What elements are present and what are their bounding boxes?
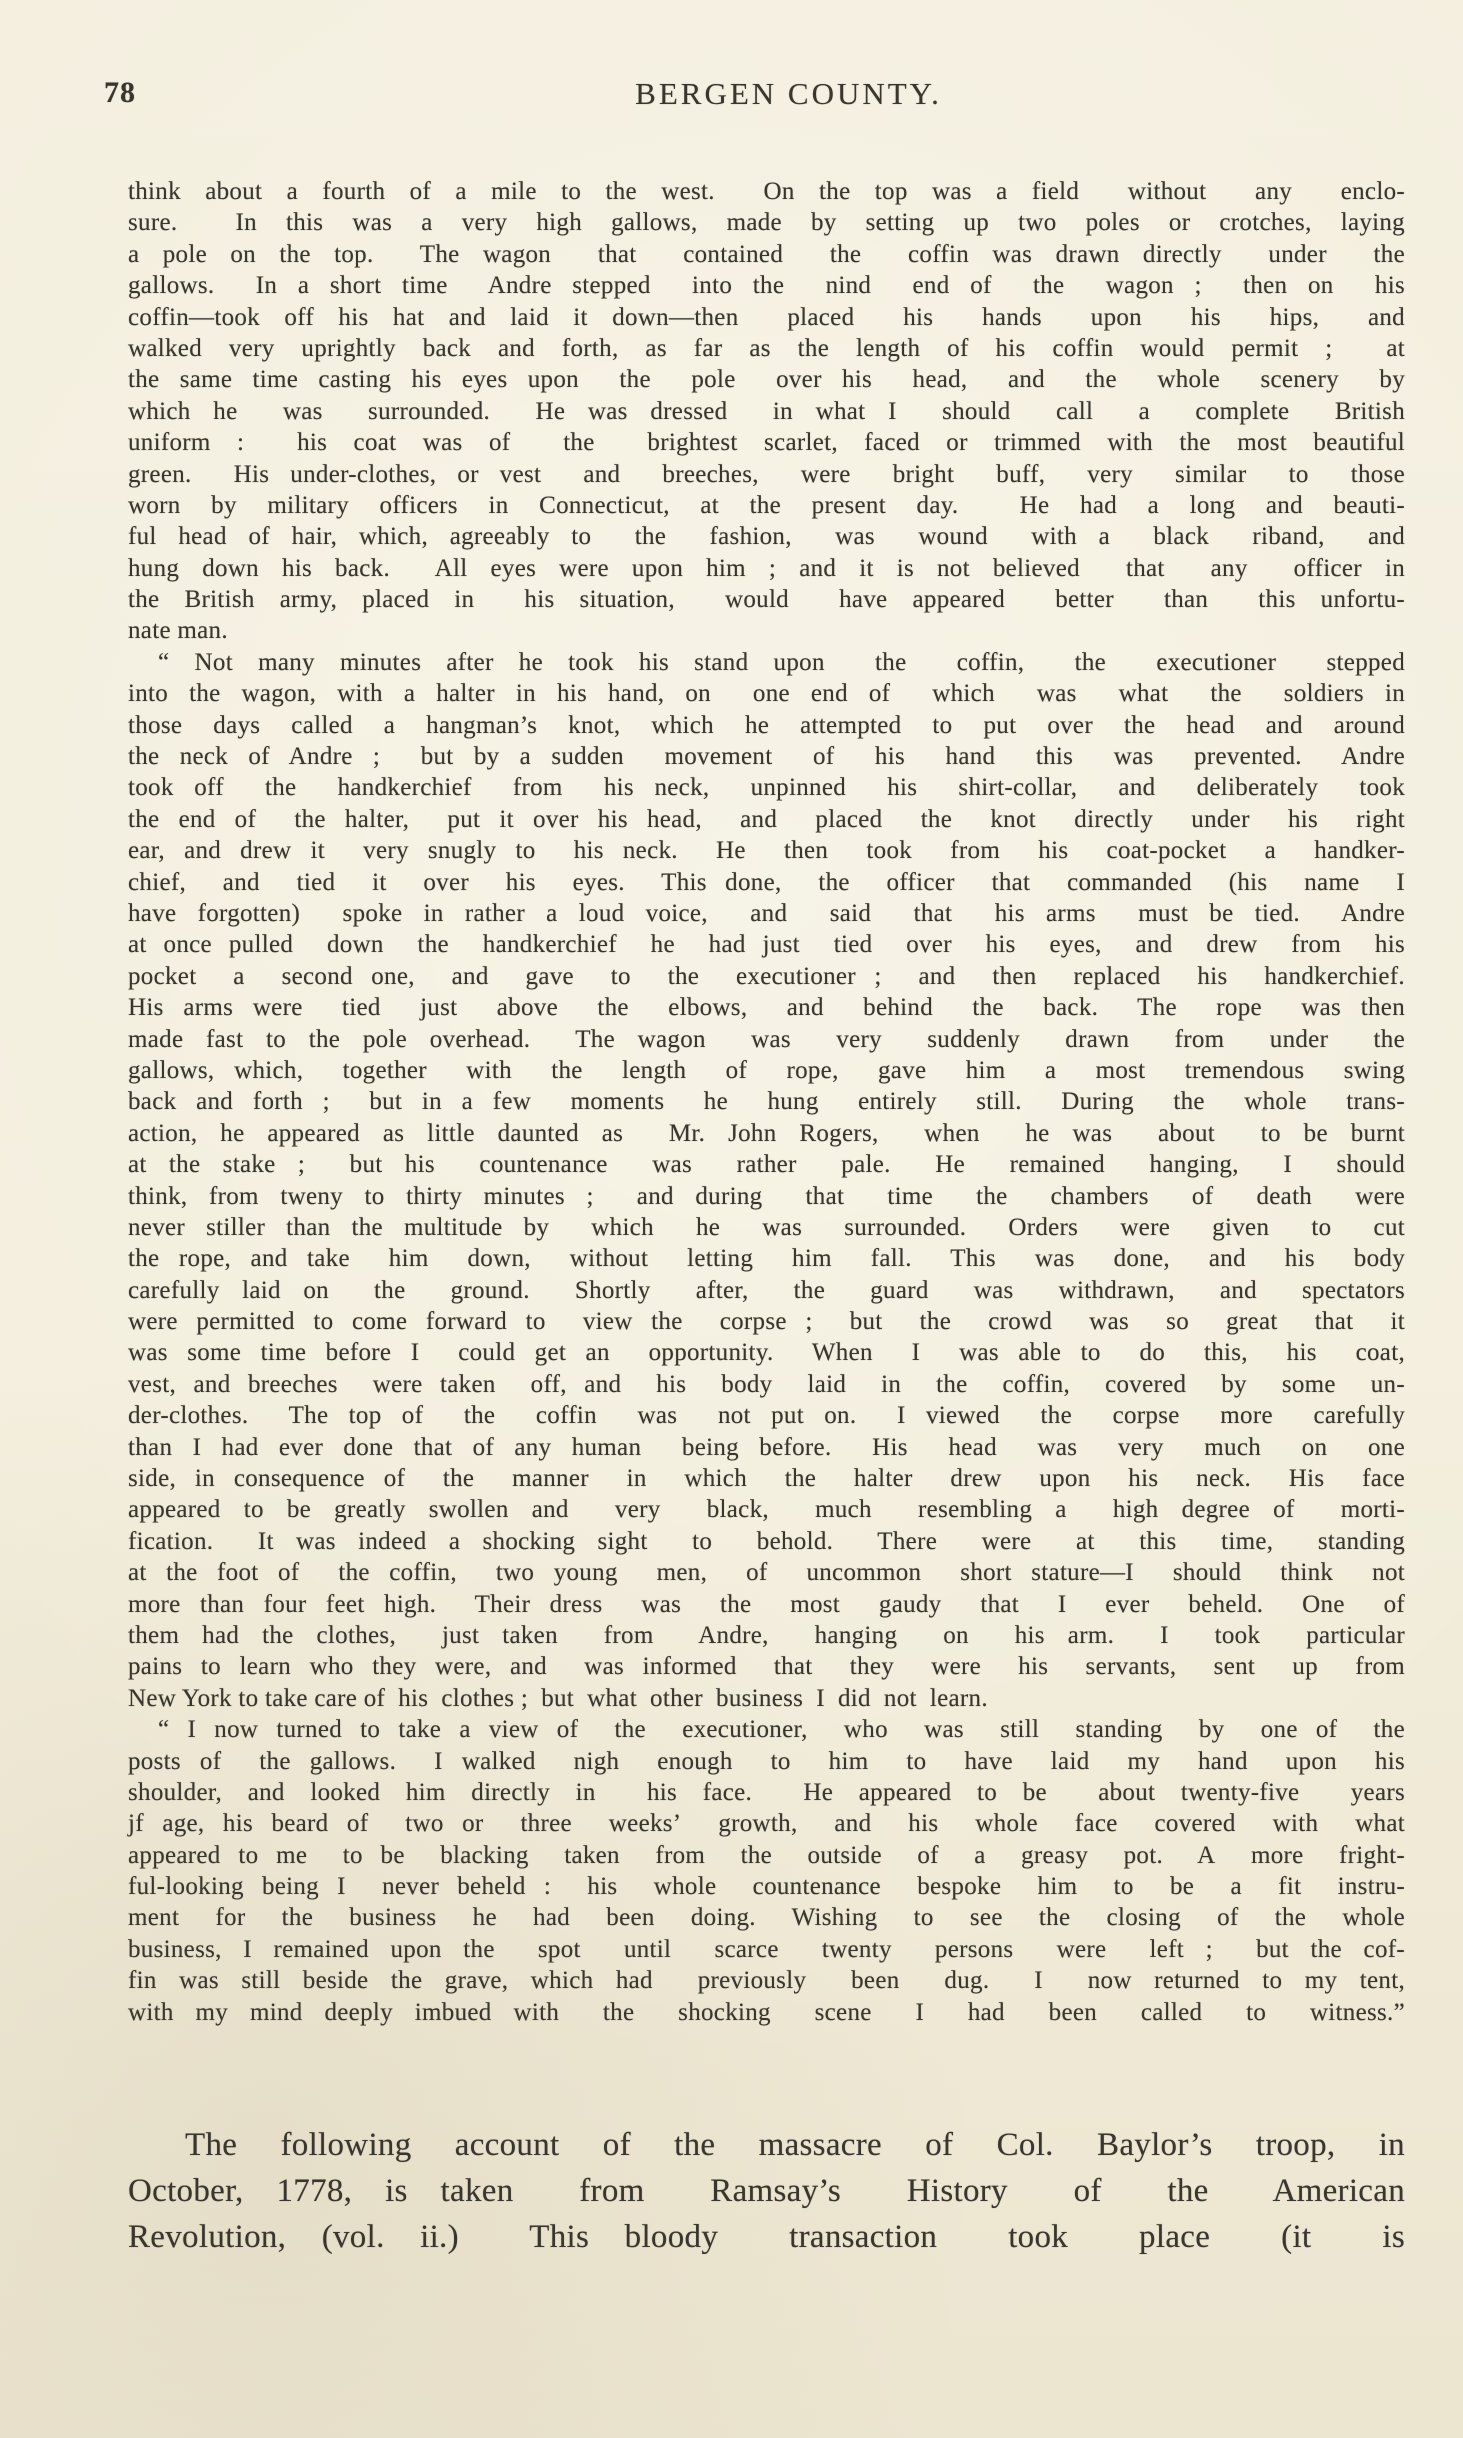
text-line: more than four feet high. Their dress was the most gaudy that I ever beheld. One of [128, 1590, 1405, 1618]
text-line: worn by military officers in Connecticut, at the present day. He had a long and beauti- [128, 491, 1405, 519]
text-line: appeared to be greatly swollen and very black, much resembling a high degree of morti- [128, 1496, 1405, 1524]
text-line: with my mind deeply imbued with the shocking scene I had been called to witness.” [128, 1998, 1405, 2026]
text-line: them had the clothes, just taken from Andre, hanging on his arm. I took particular [128, 1621, 1405, 1649]
text-line: The following account of the massacre of Col. Baylor’s troop, in [185, 2127, 1405, 2163]
paragraph [128, 2122, 1405, 2260]
text-line: back and forth ; but in a few moments he hung entirely still. During the whole trans- [128, 1088, 1405, 1116]
text-line: side, in consequence of the manner in which the halter drew upon his neck. His face [128, 1465, 1405, 1493]
text-line: never stiller than the multitude by which he was surrounded. Orders were given to cut [128, 1213, 1405, 1241]
text-line: the rope, and take him down, without letting him fall. This was done, and his body [128, 1245, 1405, 1273]
text-line: uniform : his coat was of the brightest scarlet, faced or trimmed with the most beautiful [128, 429, 1405, 457]
text-line: which he was surrounded. He was dressed in what I should call a complete British [128, 397, 1405, 425]
running-head: BERGEN COUNTY. [635, 76, 942, 111]
text-line: “ Not many minutes after he took his stand upon the coffin, the executioner stepped [158, 648, 1405, 676]
text-line: was some time before I could get an opportunity. When I was able to do this, his coat, [128, 1339, 1405, 1367]
text-line: ful-looking being I never beheld : his whole countenance bespoke him to be a fit instru- [128, 1873, 1405, 1901]
text-line: walked very uprightly back and forth, as far as the length of his coffin would permit ; at [128, 334, 1405, 362]
text-line: sure. In this was a very high gallows, made by setting up two poles or crotches, laying [128, 209, 1405, 237]
text-line: coffin—took off his hat and laid it down—then placed his hands upon his hips, and [128, 303, 1405, 331]
text-line: think, from tweny to thirty minutes ; and during that time the chambers of death were [128, 1182, 1405, 1210]
text-line: at the stake ; but his countenance was rather pale. He remained hanging, I should [128, 1151, 1405, 1179]
text-line: the neck of Andre ; but by a sudden movement of his hand this was prevented. Andre [128, 743, 1405, 771]
text-line: October, 1778, is taken from Ramsay’s History of the American [128, 2173, 1405, 2209]
text-line: made fast to the pole overhead. The wagon was very suddenly drawn from under the [128, 1025, 1405, 1053]
text-line: ear, and drew it very snugly to his neck. He then took from his coat-pocket a handker- [128, 837, 1405, 865]
text-line: chief, and tied it over his eyes. This done, the officer that commanded (his name I [128, 868, 1405, 896]
text-line: those days called a hangman’s knot, which he attempted to put over the head and around [128, 711, 1405, 739]
body-text [128, 176, 1405, 2028]
text-line: think about a fourth of a mile to the west. On the top was a field without any enclo- [128, 178, 1405, 205]
text-line: pains to learn who they were, and was informed that they were his servants, sent up from [128, 1653, 1405, 1681]
text-line: shoulder, and looked him directly in his face. He appeared to be about twenty-five years [128, 1778, 1405, 1806]
closing-paragraph [128, 2122, 1405, 2260]
text-line: New York to take care of his clothes ; but what other business I did not learn. [128, 1684, 988, 1712]
text-line: pocket a second one, and gave to the executioner ; and then replaced his handkerchief. [128, 962, 1405, 990]
text-line: at the foot of the coffin, two young men, of uncommon short stature—I should think not [128, 1559, 1405, 1587]
text-line: gallows, which, together with the length of rope, gave him a most tremendous swing [128, 1056, 1405, 1084]
text-line: the British army, placed in his situation, would have appeared better than this unfortu- [128, 586, 1405, 614]
text-line: have forgotten) spoke in rather a loud voice, and said that his arms must be tied. Andre [128, 899, 1405, 927]
text-line: a pole on the top. The wagon that contained the coffin was drawn directly under the [128, 240, 1405, 268]
text-line: business, I remained upon the spot until scarce twenty persons were left ; but the cof- [128, 1935, 1405, 1963]
text-line: ment for the business he had been doing. Wishing to see the closing of the whole [128, 1904, 1405, 1932]
text-line: fin was still beside the grave, which had previously been dug. I now returned to my tent, [128, 1967, 1405, 1995]
text-line: hung down his back. All eyes were upon him ; and it is not believed that any officer in [128, 554, 1405, 582]
paragraph [128, 176, 1405, 647]
text-line: ful head of hair, which, agreeably to the fashion, was wound with a black riband, and [128, 523, 1405, 551]
text-line: at once pulled down the handkerchief he had just tied over his eyes, and drew from his [128, 931, 1405, 959]
text-line: fication. It was indeed a shocking sight to behold. There were at this time, standing [128, 1527, 1405, 1555]
text-line: than I had ever done that of any human being before. His head was very much on one [128, 1433, 1405, 1461]
text-line: appeared to me to be blacking taken from the outside of a greasy pot. A more fright- [128, 1841, 1405, 1869]
text-line: took off the handkerchief from his neck, unpinned his shirt-collar, and deliberately took [128, 774, 1405, 802]
text-line: der-clothes. The top of the coffin was not put on. I viewed the corpse more carefully [128, 1402, 1405, 1430]
text-line: the end of the halter, put it over his head, and placed the knot directly under his right [128, 805, 1405, 833]
text-line: His arms were tied just above the elbows, and behind the back. The rope was then [128, 994, 1405, 1022]
text-line: vest, and breeches were taken off, and his body laid in the coffin, covered by some un- [128, 1370, 1405, 1398]
text-line: gallows. In a short time Andre stepped into the nind end of the wagon ; then on his [128, 272, 1405, 300]
paragraph [128, 647, 1405, 1714]
text-line: the same time casting his eyes upon the pole over his head, and the whole scenery by [128, 366, 1405, 394]
text-line: carefully laid on the ground. Shortly after, the guard was withdrawn, and spectators [128, 1276, 1405, 1304]
text-line: jf age, his beard of two or three weeks’ growth, and his whole face covered with what [128, 1810, 1405, 1838]
text-line: into the wagon, with a halter in his hand, on one end of which was what the soldiers in [128, 680, 1405, 708]
text-line: Revolution, (vol. ii.) This bloody transaction took place (it is [128, 2219, 1405, 2255]
text-line: action, he appeared as little daunted as Mr. John Rogers, when he was about to be burnt [128, 1119, 1405, 1147]
text-line: posts of the gallows. I walked nigh enough to him to have laid my hand upon his [128, 1747, 1405, 1775]
page-number: 78 [104, 76, 136, 109]
text-line: nate man. [128, 617, 228, 645]
text-line: “ I now turned to take a view of the executioner, who was still standing by one of the [158, 1716, 1405, 1744]
text-line: were permitted to come forward to view the corpse ; but the crowd was so great that it [128, 1308, 1405, 1336]
paragraph [128, 1714, 1405, 2028]
text-line: green. His under-clothes, or vest and breeches, were bright buff, very similar to those [128, 460, 1405, 488]
